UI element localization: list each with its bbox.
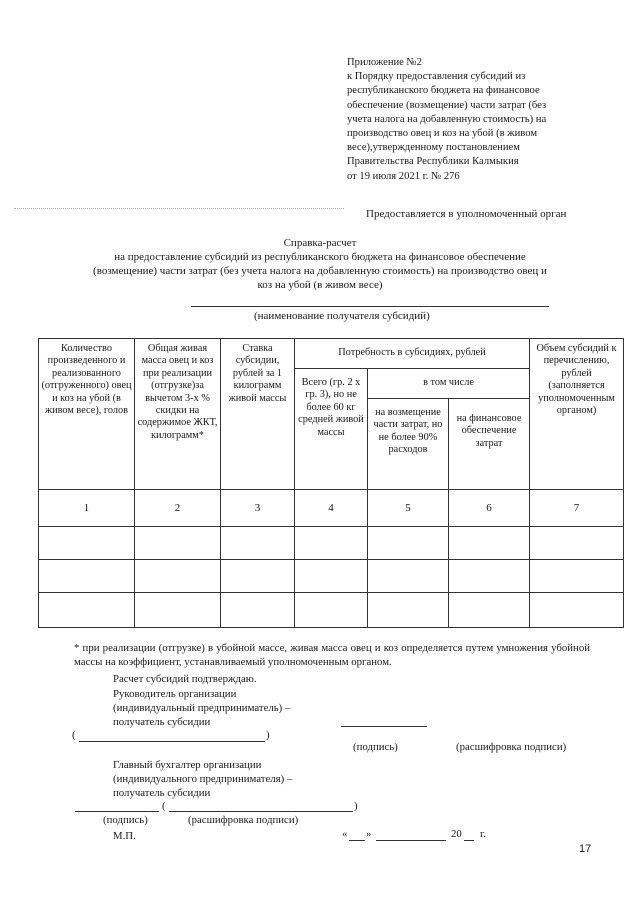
document-title [0, 236, 640, 292]
column-number: 7 [530, 490, 624, 527]
date-month-line[interactable] [376, 840, 446, 841]
date-year-suffix: г. [480, 828, 486, 840]
header-rate: Ставка субсидии, рублей за 1 килограмм живой массы [221, 339, 295, 490]
confirm-text: Расчет субсидий подтверждаю. [113, 673, 257, 685]
date-day-line[interactable] [349, 840, 365, 841]
title-heading: Справка-расчет [283, 237, 357, 249]
column-number: 4 [295, 490, 368, 527]
scan-artifact-line [14, 208, 344, 209]
appendix-line: от 19 июля 2021 г. № 276 [347, 170, 460, 182]
date-quote-open: « [342, 828, 348, 840]
title-line: на предоставление субсидий из республиканского бюджета на финансовое обеспечение [114, 251, 526, 263]
column-number: 6 [449, 490, 530, 527]
table-cell[interactable] [368, 560, 449, 593]
table-cell[interactable] [135, 560, 221, 593]
page-number: 17 [579, 843, 592, 855]
paren-open: ( [162, 800, 166, 812]
date-quote-close: » [366, 828, 372, 840]
table-cell[interactable] [221, 560, 295, 593]
subsidy-table [38, 338, 624, 628]
accountant-line: Главный бухгалтер организации [113, 759, 262, 771]
date-year-prefix: 20 [451, 828, 462, 840]
stamp-label: М.П. [113, 830, 136, 842]
sign-caption: (подпись) [353, 741, 398, 753]
decode-caption: (расшифровка подписи) [188, 814, 299, 826]
sign-caption: (подпись) [103, 814, 148, 826]
table-cell[interactable] [295, 593, 368, 628]
appendix-line: обеспечение (возмещение) части затрат (без [347, 99, 547, 111]
column-number: 2 [135, 490, 221, 527]
header-live-mass: Общая живая масса овец и коз при реализации (отгрузке)за вычетом 3-х % скидки на содержимое ЖКТ, килограмм* [135, 339, 221, 490]
table-row [39, 527, 624, 560]
table-cell[interactable] [368, 593, 449, 628]
appendix-line: Правительства Республики Калмыкия [347, 156, 519, 168]
header-total: Всего (гр. 2 х гр. 3), но не более 60 кг средней живой массы [295, 369, 368, 490]
table-cell[interactable] [39, 593, 135, 628]
table-cell[interactable] [295, 527, 368, 560]
paren-open: ( [72, 729, 76, 741]
title-line: коз на убой (в живом весе) [257, 279, 383, 291]
accountant-line: (индивидуального предпринимателя) – [113, 773, 293, 785]
table-row [39, 593, 624, 628]
paren-close: ) [354, 800, 358, 812]
table-cell[interactable] [295, 560, 368, 593]
addressee: Предоставляется в уполномоченный орган [366, 208, 567, 220]
head-line: (индивидуальный предприниматель) – [113, 702, 291, 714]
table-cell[interactable] [449, 527, 530, 560]
accountant-name-line[interactable] [169, 811, 353, 812]
accountant-signature-line[interactable] [75, 811, 159, 812]
table-cell[interactable] [530, 593, 624, 628]
table-cell[interactable] [530, 560, 624, 593]
column-number: 5 [368, 490, 449, 527]
appendix-line: производство овец и коз на убой (в живом [347, 128, 538, 140]
table-cell[interactable] [449, 593, 530, 628]
table-cell[interactable] [39, 560, 135, 593]
title-line: (возмещение) части затрат (без учета налога на добавленную стоимость) на производство овец и [93, 265, 547, 277]
head-line: получатель субсидии [113, 716, 211, 728]
accountant-line: получатель субсидии [113, 787, 211, 799]
appendix-line: весе),утвержденному постановлением [347, 142, 520, 154]
appendix-line: республиканского бюджета на финансовое [347, 85, 540, 97]
appendix-line: Приложение №2 [347, 57, 422, 68]
table-cell[interactable] [221, 593, 295, 628]
table-cell[interactable] [449, 560, 530, 593]
appendix-line: к Порядку предоставления субсидий из [347, 71, 526, 83]
decode-caption: (расшифровка подписи) [456, 741, 567, 753]
table-cell[interactable] [221, 527, 295, 560]
appendix-block [347, 56, 597, 184]
appendix-line: учета налога на добавленную стоимость) на [347, 113, 547, 125]
header-quantity: Количество произведенного и реализованного (отгруженного) овец и коз на убой (в живом весе), голов [39, 339, 135, 490]
table-cell[interactable] [368, 527, 449, 560]
header-need: Потребность в субсидиях, рублей [295, 339, 530, 369]
recipient-line [191, 306, 549, 307]
header-reimbursement: на возмещение части затрат, но не более 90% расходов [368, 399, 449, 490]
table-row [39, 560, 624, 593]
head-signature-line[interactable] [341, 726, 427, 727]
head-name-line[interactable] [79, 741, 265, 742]
recipient-caption: (наименование получателя субсидий) [254, 310, 430, 322]
table-cell[interactable] [39, 527, 135, 560]
table-cell[interactable] [135, 593, 221, 628]
date-year-line[interactable] [464, 840, 474, 841]
header-financing: на финансовое обеспечение затрат [449, 399, 530, 490]
footnote: * при реализации (отгрузке) в убойной массе, живая масса овец и коз определяется путем умножения убойной массы на коэффициент, устанавливаемый уполномоченным органом. [74, 642, 590, 668]
column-number: 1 [39, 490, 135, 527]
paren-close: ) [266, 729, 270, 741]
table-cell[interactable] [135, 527, 221, 560]
column-number: 3 [221, 490, 295, 527]
head-line: Руководитель организации [113, 688, 237, 700]
table-cell[interactable] [530, 527, 624, 560]
header-including: в том числе [368, 369, 530, 399]
header-transfer: Объем субсидий к перечислению, рублей (заполняется уполномоченным органом) [530, 339, 624, 490]
